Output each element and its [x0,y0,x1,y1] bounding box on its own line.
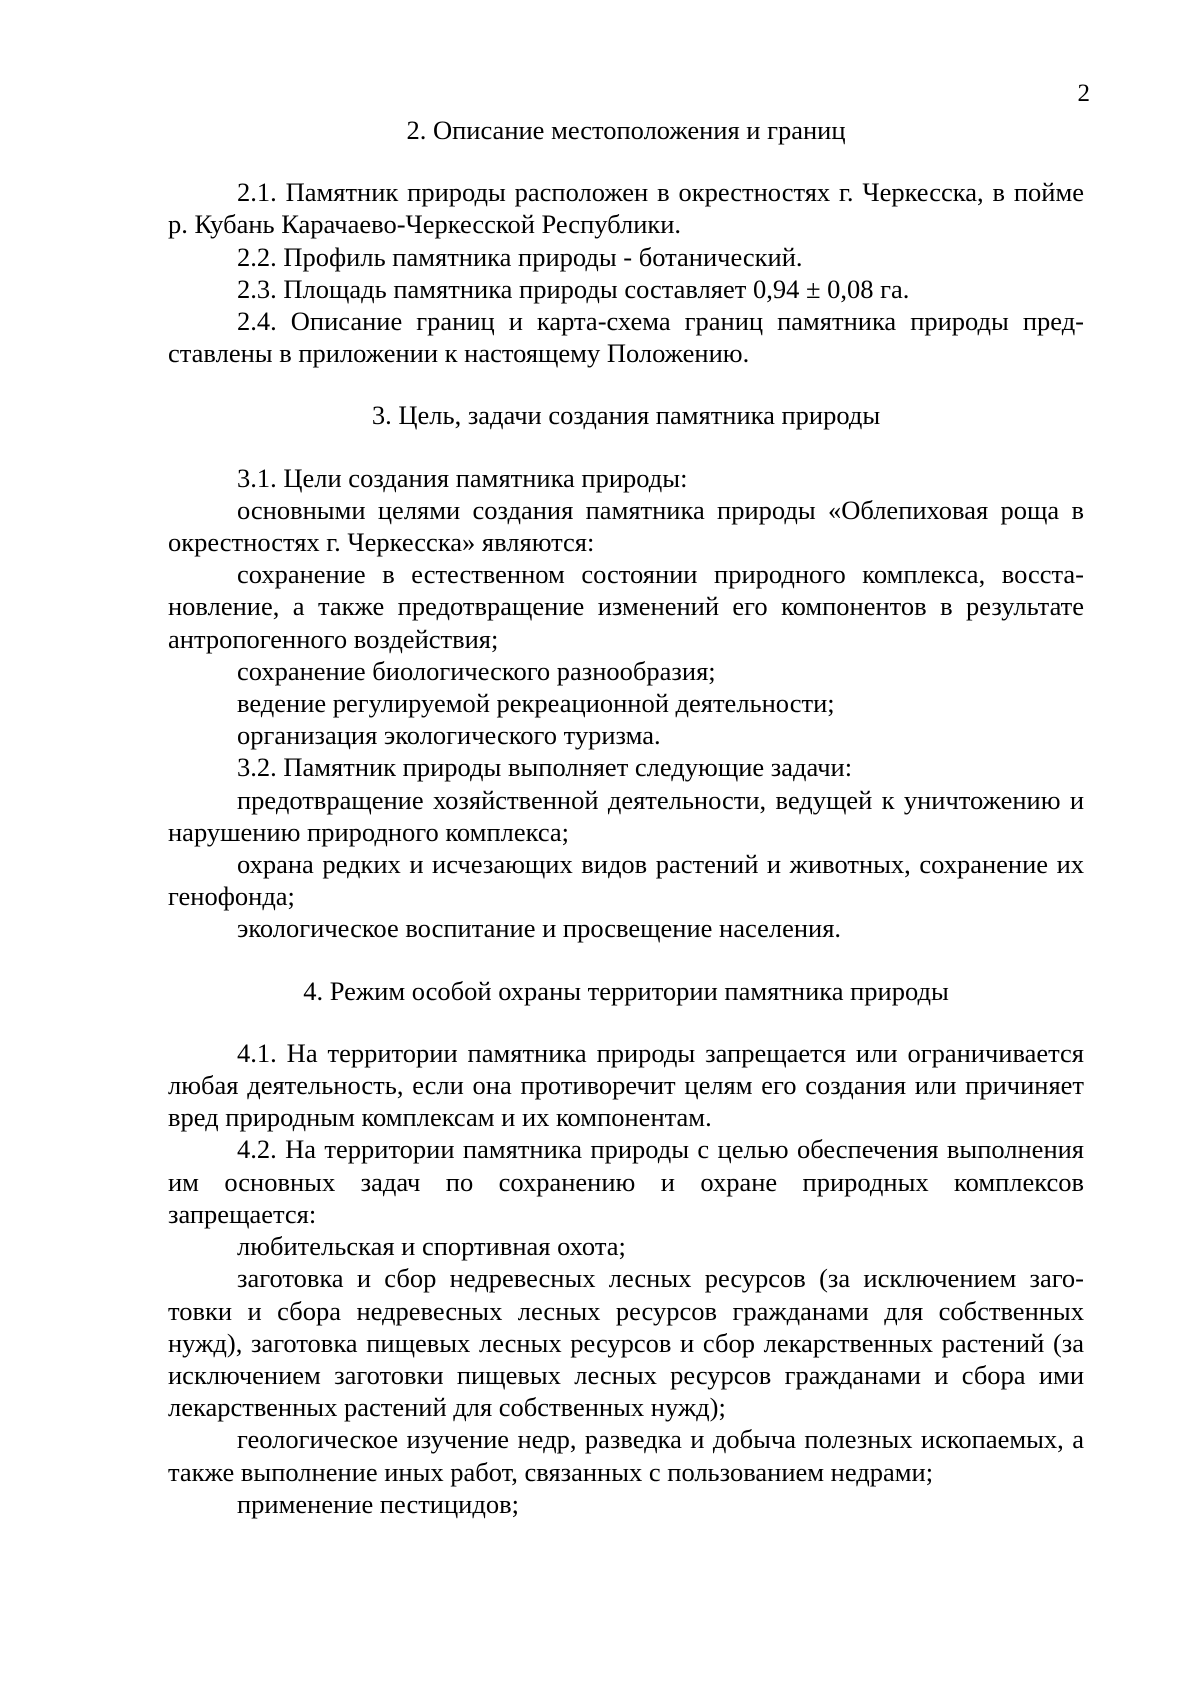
paragraph: 2.1. Памятник природы расположен в окрестностях г. Черкесска, в пойме р. Кубань Карачаево-Черкесской Республики. [168,177,1084,240]
list-item: сохранение в естественном состоянии природного комплекса, восстановление, а также предотвращение изменений его компонентов в результате антропогенного воздействия; [168,559,1084,654]
paragraph: 3.1. Цели создания памятника природы: [237,462,688,493]
section-gap [168,1007,1084,1037]
list-item: заготовка и сбор недревесных лесных ресурсов (за исключением заготовки и сбора недревесных лесных ресурсов гражданами для собственных нужд), заготовка пищевых лесных ресурсов и сбор лекарственных растений (за исключением заготовки пищевых лесных ресурсов гражданами и сбора ими лекарственных растений для собственных нужд); [168,1263,1084,1423]
paragraph: 4.2. На территории памятника природы с целью обеспечения выполнения им основных задач по сохранению и охране природных комплексов запрещается: [168,1134,1084,1229]
list-item: организация экологического туризма. [237,720,661,751]
paragraph: 2.4. Описание границ и карта-схема границ памятника природы представлены в приложении к настоящему Положению. [168,306,1084,369]
list-item: охрана редких и исчезающих видов растений и животных, сохранение их генофонда; [168,849,1084,912]
paragraph: 3.2. Памятник природы выполняет следующие задачи: [237,752,853,783]
list-item: экологическое воспитание и просвещение населения. [237,913,842,944]
paragraph: основными целями создания памятника природы «Облепиховая роща в окрестностях г. Черкесска» являются: [168,494,1084,558]
list-item: любительская и спортивная охота; [237,1231,626,1262]
section-gap [168,369,1084,399]
page-number: 2 [1077,80,1090,107]
list-item: сохранение биологического разнообразия; [237,655,716,686]
list-item: предотвращение хозяйственной деятельности, ведущей к уничтожению и нарушению природного комплекса; [168,784,1084,847]
section-title: 4. Режим особой охраны территории памятника природы [303,975,949,1006]
section-protection-regime [168,975,1084,1520]
paragraph: 4.1. На территории памятника природы запрещается или ограничивается любая деятельность, если она противоречит целям его создания или причиняет вред природным комплексам и их компонентам. [168,1037,1084,1133]
list-item: геологическое изучение недр, разведка и добыча полезных ископаемых, а также выполнение иных работ, связанных с пользованием недрами; [168,1424,1084,1487]
section-goals-tasks [168,399,1084,944]
section-location-boundaries [168,114,1084,369]
document-body [168,114,1084,1520]
list-item: применение пестицидов; [237,1488,519,1519]
section-title: 3. Цель, задачи создания памятника природы [371,400,881,431]
paragraph: 2.2. Профиль памятника природы - ботанический. [237,241,803,272]
section-gap [168,945,1084,975]
section-gap [168,432,1084,462]
section-gap [168,146,1084,176]
paragraph: 2.3. Площадь памятника природы составляет 0,94 ± 0,08 га. [237,273,910,304]
section-title: 2. Описание местоположения и границ [406,115,846,145]
list-item: ведение регулируемой рекреационной деятельности; [237,688,835,719]
